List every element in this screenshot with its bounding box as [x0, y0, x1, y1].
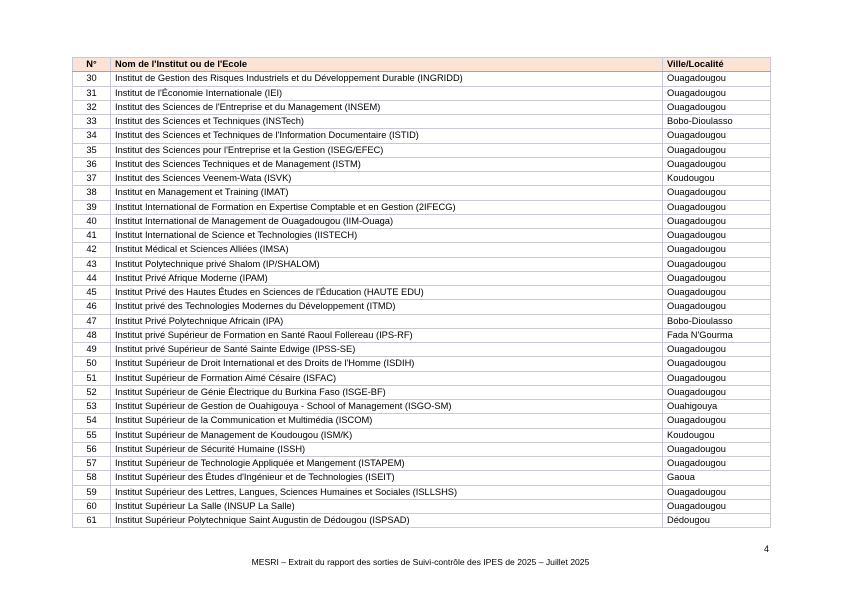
institution-name-cell: Institut Supérieur de Sécurité Humaine (ISSH): [111, 442, 663, 456]
institution-name-cell: Institut Privé Polytechnique Africain (IPA): [111, 314, 663, 328]
city-cell: Ouagadougou: [663, 357, 771, 371]
column-header-city: Ville/Localité: [663, 58, 771, 72]
table-row: [73, 514, 771, 528]
row-number-cell: 40: [73, 214, 111, 228]
row-number-cell: 38: [73, 186, 111, 200]
row-number-cell: 50: [73, 357, 111, 371]
row-number-cell: 44: [73, 271, 111, 285]
table-row: [73, 172, 771, 186]
table-row: [73, 157, 771, 171]
city-cell: Gaoua: [663, 471, 771, 485]
institution-name-cell: Institut Privé Afrique Moderne (IPAM): [111, 271, 663, 285]
table-row: [73, 428, 771, 442]
table-row: [73, 143, 771, 157]
city-cell: Dédougou: [663, 514, 771, 528]
institution-name-cell: Institut de Gestion des Risques Industriels et du Développement Durable (INGRIDD): [111, 72, 663, 86]
institution-name-cell: Institut privé Supérieur de Formation en Santé Raoul Follereau (IPS-RF): [111, 328, 663, 342]
row-number-cell: 53: [73, 400, 111, 414]
city-cell: Ouagadougou: [663, 442, 771, 456]
table-row: [73, 271, 771, 285]
city-cell: Ouagadougou: [663, 157, 771, 171]
row-number-cell: 61: [73, 514, 111, 528]
row-number-cell: 47: [73, 314, 111, 328]
city-cell: Ouagadougou: [663, 343, 771, 357]
table-row: [73, 186, 771, 200]
city-cell: Ouagadougou: [663, 100, 771, 114]
institution-name-cell: Institut des Sciences de l'Entreprise et du Management (INSEM): [111, 100, 663, 114]
city-cell: Ouagadougou: [663, 257, 771, 271]
city-cell: Bobo-Dioulasso: [663, 314, 771, 328]
city-cell: Ouagadougou: [663, 129, 771, 143]
city-cell: Bobo-Dioulasso: [663, 115, 771, 129]
city-cell: Koudougou: [663, 172, 771, 186]
institution-name-cell: Institut Supérieur de Génie Électrique du Burkina Faso (ISGE-BF): [111, 385, 663, 399]
institution-name-cell: Institut des Sciences et Techniques de l'Information Documentaire (ISTID): [111, 129, 663, 143]
city-cell: Ouagadougou: [663, 485, 771, 499]
row-number-cell: 41: [73, 229, 111, 243]
row-number-cell: 34: [73, 129, 111, 143]
institution-name-cell: Institut Privé des Hautes Études en Sciences de l'Éducation (HAUTE EDU): [111, 286, 663, 300]
city-cell: Fada N'Gourma: [663, 328, 771, 342]
row-number-cell: 46: [73, 300, 111, 314]
table-row: [73, 357, 771, 371]
institution-name-cell: Institut privé Supérieur de Santé Sainte Edwige (IPSS-SE): [111, 343, 663, 357]
row-number-cell: 55: [73, 428, 111, 442]
table-body: [73, 72, 771, 528]
institution-name-cell: Institut Supérieur de Droit International et des Droits de l'Homme (ISDIH): [111, 357, 663, 371]
institution-name-cell: Institut en Management et Training (IMAT): [111, 186, 663, 200]
row-number-cell: 56: [73, 442, 111, 456]
row-number-cell: 36: [73, 157, 111, 171]
institution-name-cell: Institut Supérieur Polytechnique Saint Augustin de Dédougou (ISPSAD): [111, 514, 663, 528]
table-row: [73, 343, 771, 357]
row-number-cell: 35: [73, 143, 111, 157]
institution-name-cell: Institut des Sciences Veenem-Wata (ISVK): [111, 172, 663, 186]
row-number-cell: 49: [73, 343, 111, 357]
city-cell: Ouagadougou: [663, 371, 771, 385]
row-number-cell: 33: [73, 115, 111, 129]
table-row: [73, 499, 771, 513]
row-number-cell: 60: [73, 499, 111, 513]
table-row: [73, 385, 771, 399]
city-cell: Ouagadougou: [663, 385, 771, 399]
table-header: [73, 58, 771, 72]
row-number-cell: 48: [73, 328, 111, 342]
table-row: [73, 442, 771, 456]
row-number-cell: 57: [73, 457, 111, 471]
institution-name-cell: Institut Supérieur de Formation Aimé Césaire (ISFAC): [111, 371, 663, 385]
institutions-table-wrapper: [72, 57, 770, 528]
city-cell: Ouagadougou: [663, 286, 771, 300]
city-cell: Ouagadougou: [663, 243, 771, 257]
institution-name-cell: Institut de l'Économie Internationale (IEI): [111, 86, 663, 100]
table-row: [73, 414, 771, 428]
table-row: [73, 214, 771, 228]
row-number-cell: 43: [73, 257, 111, 271]
city-cell: Ouagadougou: [663, 271, 771, 285]
city-cell: Koudougou: [663, 428, 771, 442]
institution-name-cell: Institut des Sciences pour l'Entreprise et la Gestion (ISEG/EFEC): [111, 143, 663, 157]
institution-name-cell: Institut International de Management de Ouagadougou (IIM-Ouaga): [111, 214, 663, 228]
table-row: [73, 200, 771, 214]
row-number-cell: 59: [73, 485, 111, 499]
institution-name-cell: Institut des Sciences Techniques et de Management (ISTM): [111, 157, 663, 171]
row-number-cell: 32: [73, 100, 111, 114]
table-row: [73, 371, 771, 385]
institution-name-cell: Institut Supérieur des Lettres, Langues, Sciences Humaines et Sociales (ISLLSHS): [111, 485, 663, 499]
row-number-cell: 31: [73, 86, 111, 100]
table-row: [73, 471, 771, 485]
institution-name-cell: Institut Polytechnique privé Shalom (IP/SHALOM): [111, 257, 663, 271]
institution-name-cell: Institut Supérieur La Salle (INSUP La Salle): [111, 499, 663, 513]
column-header-number: N°: [73, 58, 111, 72]
table-row: [73, 243, 771, 257]
city-cell: Ouagadougou: [663, 229, 771, 243]
institution-name-cell: Institut des Sciences et Techniques (INSTech): [111, 115, 663, 129]
column-header-name: Nom de l'Institut ou de l'Ecole: [111, 58, 663, 72]
table-row: [73, 300, 771, 314]
table-row: [73, 400, 771, 414]
table-row: [73, 314, 771, 328]
row-number-cell: 39: [73, 200, 111, 214]
city-cell: Ouahigouya: [663, 400, 771, 414]
city-cell: Ouagadougou: [663, 300, 771, 314]
institution-name-cell: Institut Supérieur de Gestion de Ouahigouya - School of Management (ISGO-SM): [111, 400, 663, 414]
city-cell: Ouagadougou: [663, 499, 771, 513]
table-row: [73, 72, 771, 86]
table-row: [73, 115, 771, 129]
row-number-cell: 45: [73, 286, 111, 300]
institution-name-cell: Institut Supérieur de la Communication et Multimédia (ISCOM): [111, 414, 663, 428]
table-header-row: [73, 58, 771, 72]
row-number-cell: 52: [73, 385, 111, 399]
city-cell: Ouagadougou: [663, 86, 771, 100]
city-cell: Ouagadougou: [663, 414, 771, 428]
row-number-cell: 37: [73, 172, 111, 186]
table-row: [73, 86, 771, 100]
table-row: [73, 328, 771, 342]
city-cell: Ouagadougou: [663, 143, 771, 157]
institution-name-cell: Institut International de Science et Technologies (IISTECH): [111, 229, 663, 243]
institution-name-cell: Institut Médical et Sciences Alliées (IMSA): [111, 243, 663, 257]
page-number: 4: [764, 544, 770, 554]
table-row: [73, 257, 771, 271]
row-number-cell: 58: [73, 471, 111, 485]
row-number-cell: 30: [73, 72, 111, 86]
page-footer: MESRI – Extrait du rapport des sorties de Suivi-contrôle des IPES de 2025 – Juillet 2025: [251, 557, 590, 567]
city-cell: Ouagadougou: [663, 214, 771, 228]
institution-name-cell: Institut International de Formation en Expertise Comptable et en Gestion (2IFECG): [111, 200, 663, 214]
institution-name-cell: Institut Supérieur des Études d'Ingénieur et de Technologies (ISEIT): [111, 471, 663, 485]
row-number-cell: 51: [73, 371, 111, 385]
table-row: [73, 129, 771, 143]
table-row: [73, 100, 771, 114]
table-row: [73, 485, 771, 499]
city-cell: Ouagadougou: [663, 200, 771, 214]
institution-name-cell: Institut Supérieur de Management de Koudougou (ISM/K): [111, 428, 663, 442]
institution-name-cell: Institut privé des Technologies Modernes du Développement (ITMD): [111, 300, 663, 314]
institution-name-cell: Institut Supérieur de Technologie Appliquée et Mangement (ISTAPEM): [111, 457, 663, 471]
city-cell: Ouagadougou: [663, 72, 771, 86]
table-row: [73, 457, 771, 471]
institutions-table: [72, 57, 771, 528]
row-number-cell: 54: [73, 414, 111, 428]
table-row: [73, 229, 771, 243]
city-cell: Ouagadougou: [663, 457, 771, 471]
table-row: [73, 286, 771, 300]
city-cell: Ouagadougou: [663, 186, 771, 200]
row-number-cell: 42: [73, 243, 111, 257]
